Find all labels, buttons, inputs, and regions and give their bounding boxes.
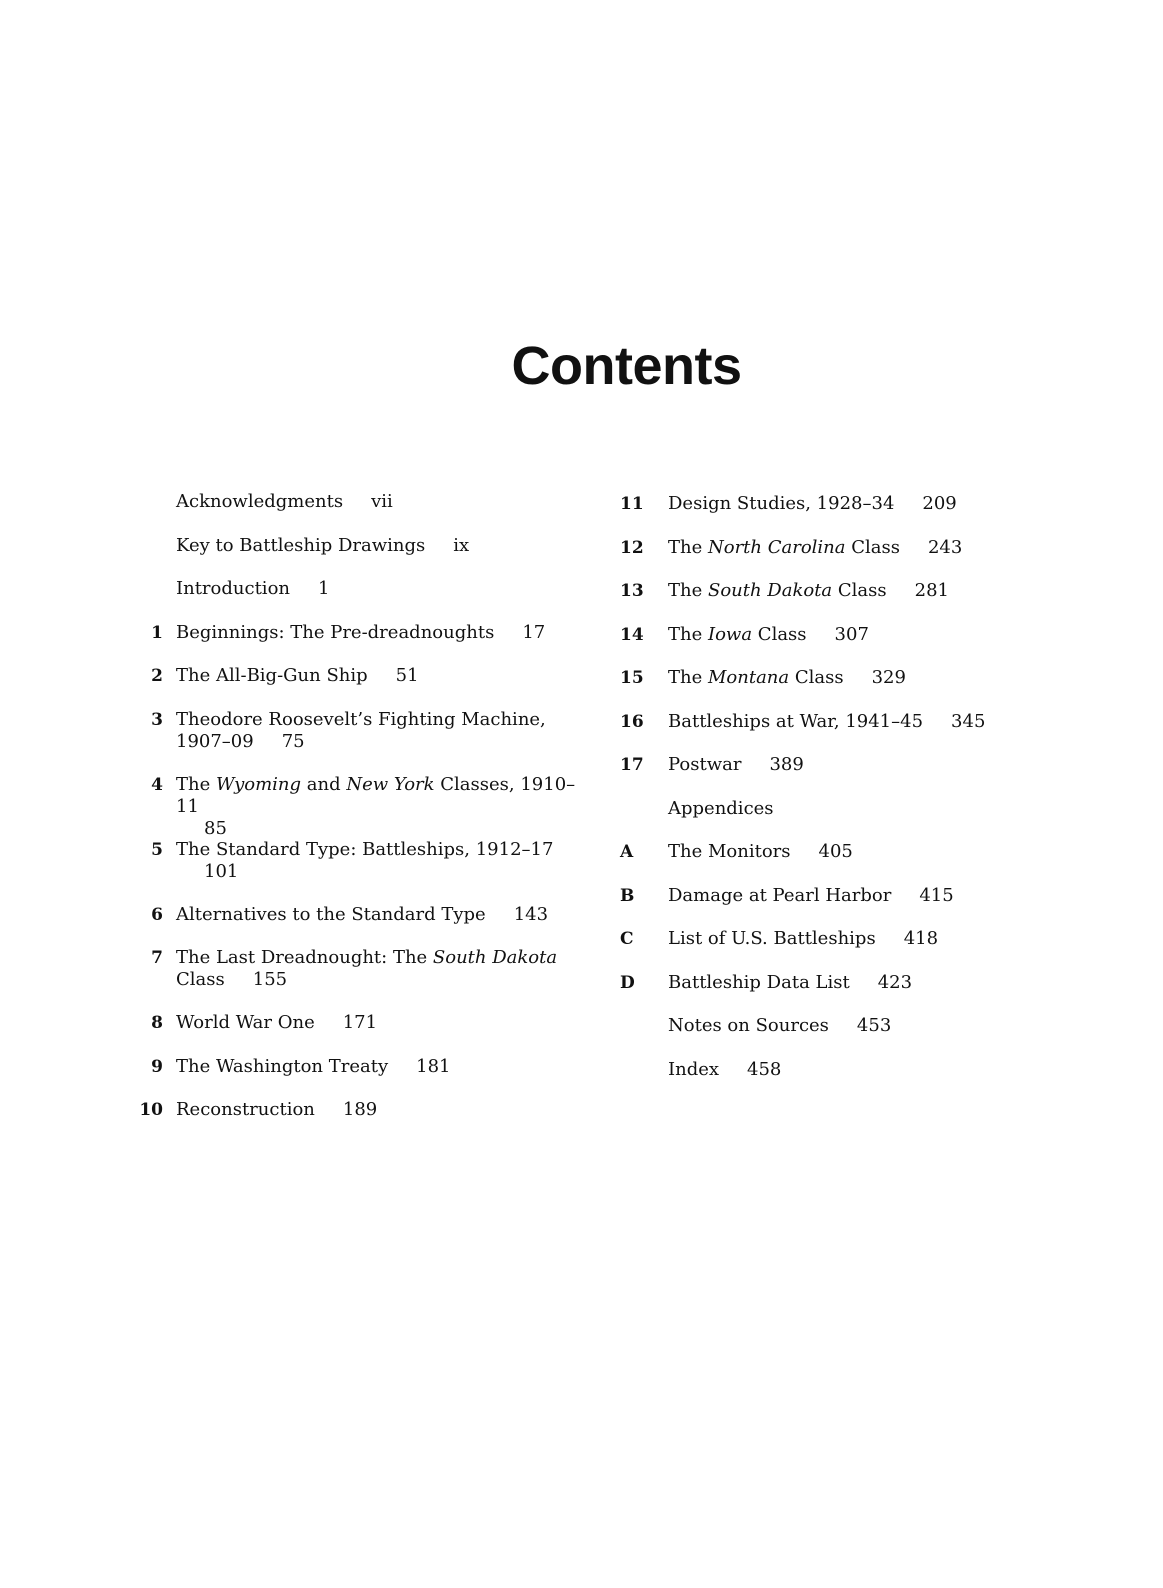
- entry-title: Alternatives to the Standard Type: [176, 904, 486, 925]
- entry-page: 209: [922, 493, 957, 514]
- entry-page: 389: [769, 754, 804, 775]
- entry-title: The Monitors: [668, 841, 791, 862]
- entry-title: Class: [845, 537, 900, 558]
- entry-title: Key to Battleship Drawings: [176, 535, 426, 556]
- entry-number: 15: [620, 668, 644, 688]
- entry-page: 189: [342, 1099, 378, 1120]
- entry-title: The: [668, 580, 708, 601]
- entry-title: Postwar: [668, 754, 742, 775]
- entry-title-italic: South Dakota: [432, 947, 558, 968]
- entry-title: The Last Dreadnought: The: [176, 947, 433, 968]
- entry-page: 1: [318, 578, 330, 599]
- entry-title: The: [668, 624, 708, 645]
- entry-title: The: [176, 774, 216, 795]
- entry-title: Notes on Sources: [668, 1015, 829, 1036]
- entry-number: 11: [620, 494, 644, 514]
- entry-title: Design Studies, 1928–34: [668, 493, 895, 514]
- entry-number: 14: [620, 625, 644, 645]
- entry-title: The Standard Type: Battleships, 1912–17: [176, 839, 554, 860]
- entry-number: 3: [151, 710, 163, 730]
- entry-letter: C: [620, 929, 634, 949]
- entry-page: 171: [342, 1012, 378, 1033]
- entry-title: Reconstruction: [176, 1099, 315, 1120]
- entry-page: 181: [416, 1056, 451, 1077]
- entry-number: 5: [151, 840, 163, 860]
- entry-page: 143: [513, 904, 549, 925]
- entry-number: 9: [151, 1057, 163, 1077]
- entry-page: 458: [747, 1059, 782, 1080]
- entry-title: Battleships at War, 1941–45: [668, 711, 924, 732]
- entry-title: Theodore Roosevelt’s Fighting Machine,: [176, 709, 546, 730]
- entry-title: The All-Big-Gun Ship: [176, 665, 368, 686]
- entry-page: 101: [204, 861, 239, 882]
- entry-title: Class: [832, 580, 887, 601]
- entry-title-italic: Iowa: [707, 624, 753, 645]
- entry-page: 329: [871, 667, 906, 688]
- entry-page: 155: [252, 969, 288, 990]
- entry-number: 2: [151, 666, 163, 686]
- entry-title: Battleship Data List: [668, 972, 850, 993]
- entry-title: Index: [668, 1059, 720, 1080]
- entry-number: 6: [151, 905, 163, 925]
- entry-title: Damage at Pearl Harbor: [668, 885, 892, 906]
- entry-title-continued: 1907–09: [176, 731, 254, 752]
- entry-title: World War One: [176, 1012, 315, 1033]
- entry-title-italic: New York: [346, 774, 435, 795]
- entry-title: Class: [789, 667, 844, 688]
- entry-page: 281: [914, 580, 949, 601]
- entry-page: ix: [453, 535, 470, 556]
- entry-number: 4: [151, 775, 163, 795]
- page-title: Contents: [511, 336, 742, 396]
- entry-page: 415: [919, 885, 954, 906]
- section-title-appendices: Appendices: [668, 798, 774, 819]
- entry-title-continued: Class: [176, 969, 225, 990]
- entry-page: 405: [818, 841, 853, 862]
- entry-title: Acknowledgments: [176, 491, 344, 512]
- entry-number: 16: [620, 712, 644, 732]
- entry-title: Class: [752, 624, 807, 645]
- entry-number: 7: [151, 948, 163, 968]
- entry-letter: A: [620, 842, 634, 862]
- entry-number: 1: [151, 623, 163, 643]
- entry-page: 75: [281, 731, 305, 752]
- entry-page: 51: [395, 665, 419, 686]
- entry-page: 243: [927, 537, 963, 558]
- entry-title: Introduction: [176, 578, 290, 599]
- entry-title-italic: Montana: [707, 667, 790, 688]
- entry-title: Beginnings: The Pre-dreadnoughts: [176, 622, 495, 643]
- entry-page: 85: [204, 818, 227, 839]
- entry-number: 10: [139, 1100, 163, 1120]
- entry-title-italic: Wyoming: [215, 774, 302, 795]
- entry-title: The Washington Treaty: [176, 1056, 389, 1077]
- entry-title-italic: North Carolina: [707, 537, 846, 558]
- entry-number: 8: [151, 1013, 163, 1033]
- entry-page: 345: [951, 711, 986, 732]
- entry-title-italic: South Dakota: [707, 580, 833, 601]
- entry-title: Classes, 1910–11: [176, 774, 576, 817]
- entry-title: and: [301, 774, 347, 795]
- entry-page: 17: [522, 622, 546, 643]
- entry-title: The: [668, 667, 708, 688]
- entry-title: List of U.S. Battleships: [668, 928, 876, 949]
- entry-letter: B: [620, 886, 635, 906]
- entry-page: 307: [834, 624, 869, 645]
- entry-number: 12: [620, 538, 644, 558]
- entry-number: 13: [620, 581, 644, 601]
- entry-page: 453: [856, 1015, 892, 1036]
- entry-letter: D: [620, 973, 635, 993]
- entry-page: 418: [903, 928, 939, 949]
- entry-page: 423: [877, 972, 913, 993]
- entry-number: 17: [620, 755, 644, 775]
- entry-title: The: [668, 537, 708, 558]
- entry-page: vii: [371, 491, 393, 512]
